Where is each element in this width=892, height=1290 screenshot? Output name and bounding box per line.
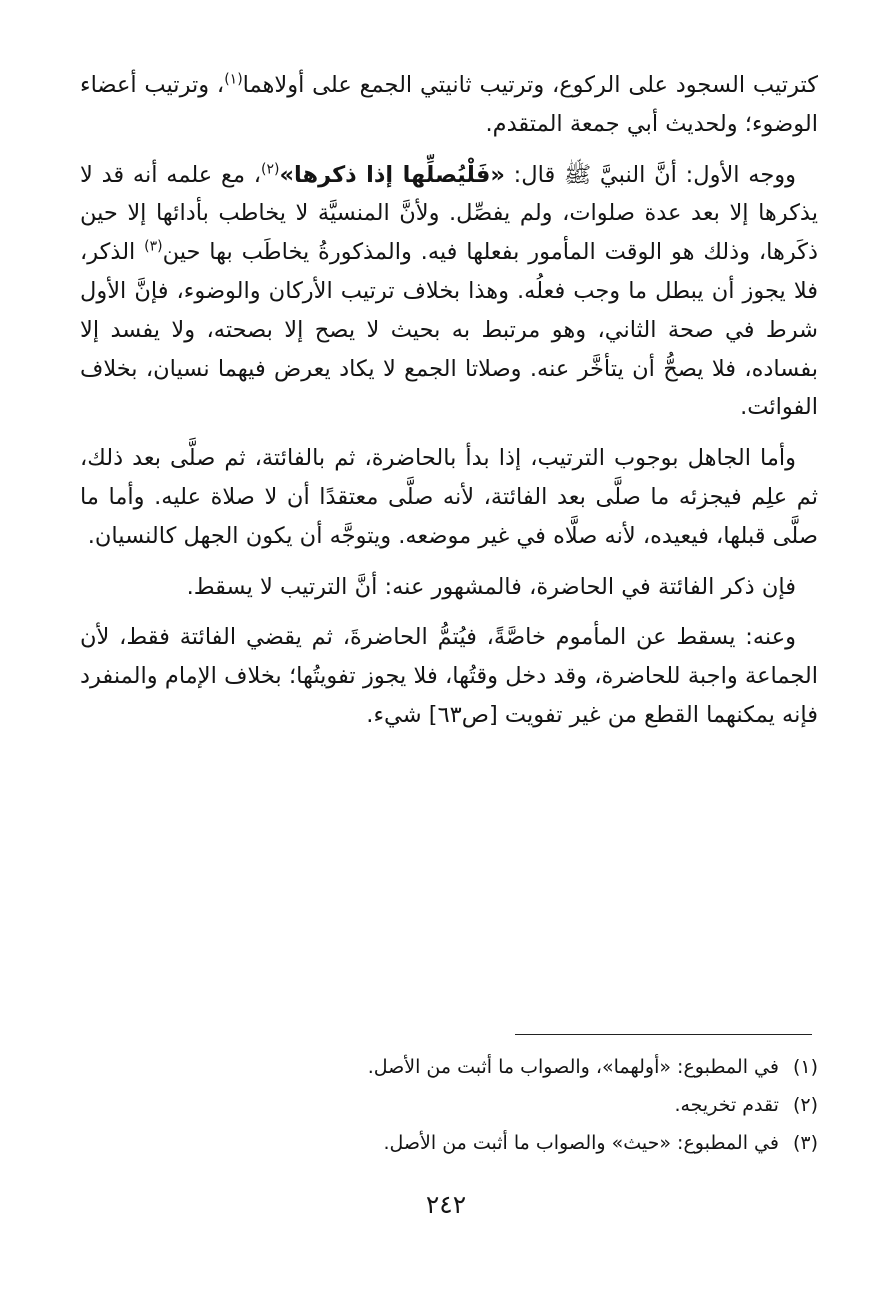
- footnote-2: [80, 1086, 818, 1124]
- footnote-1-number: (١): [792, 1056, 818, 1078]
- footnote-1: [80, 1048, 818, 1086]
- paragraph-2-start: ووجه الأول: أنَّ النبيَّ ﷺ قال:: [504, 161, 796, 188]
- page-number: ٢٤٢: [425, 1190, 467, 1219]
- paragraph-3: [80, 439, 818, 555]
- paragraph-2-end: الذكر، فلا يجوز أن يبطل ما وجب فعلُه. وهذا بخلاف ترتيب الأركان والوضوء، فإنَّ الأول شرط في صحة الثاني، وهو مرتبط به بحيث لا يصح إلا بصحته، ولا يفسد إلا بفساده، فلا يصحُّ أن يتأخَّر عنه. وصلاتا الجمع لا يكاد يعرض فيهما نسيان، بخلاف الفوائت.: [80, 239, 818, 421]
- footnote-ref-1: (١): [224, 71, 243, 88]
- footnote-2-text: تقدم تخريجه.: [674, 1094, 779, 1116]
- paragraph-4: [80, 568, 818, 607]
- footnote-3-text: في المطبوع: «حيث» والصواب ما أثبت من الأصل.: [383, 1132, 779, 1154]
- footnote-3-number: (٣): [792, 1132, 818, 1154]
- footnotes: [80, 1048, 818, 1162]
- paragraph-1-rest: ، وترتيب أعضاء الوضوء؛ ولحديث أبي جمعة المتقدم.: [80, 72, 818, 137]
- paragraph-5-text: وعنه: يسقط عن المأموم خاصَّةً، فيُتمُّ الحاضرةَ، ثم يقضي الفائتة فقط، لأن الجماعة واجبة للحاضرة، وقد دخل وقتُها، فلا يجوز تفويتُها؛ بخلاف الإمام والمنفرد فإنه يمكنهما القطع من غير تفويت [ص٦٣] شيء.: [80, 624, 818, 728]
- footnote-separator: [515, 1034, 812, 1035]
- paragraph-1-text: كترتيب السجود على الركوع، وترتيب ثانيتي الجمع على أولاهما: [242, 72, 818, 98]
- hadith-quote: «فَلْيُصلِّها إذا ذكرها»: [279, 161, 505, 188]
- footnote-2-number: (٢): [792, 1094, 818, 1116]
- main-text: [80, 66, 818, 747]
- footnote-3: [80, 1124, 818, 1162]
- paragraph-5: [80, 618, 818, 734]
- paragraph-2: [80, 156, 818, 428]
- footnote-ref-2: (٢): [261, 161, 280, 178]
- paragraph-4-text: فإن ذكر الفائتة في الحاضرة، فالمشهور عنه: أنَّ الترتيب لا يسقط.: [186, 573, 796, 600]
- footnote-1-text: في المطبوع: «أولهما»، والصواب ما أثبت من الأصل.: [367, 1056, 779, 1078]
- paragraph-2-mid: ، مع علمه أنه قد لا يذكرها إلا بعد عدة صلوات، ولم يفصِّل. ولأنَّ المنسيَّة لا يخاطب بأدائها إلا حين ذكَرها، وذلك هو الوقت المأمور بفعلها فيه. والمذكورةُ يخاطَب بها حين: [80, 161, 818, 266]
- paragraph-3-text: وأما الجاهل بوجوب الترتيب، إذا بدأ بالحاضرة، ثم بالفائتة، ثم صلَّى بعد ذلك، ثم علِم فيجزئه ما صلَّى بعد الفائتة، لأنه صلَّى معتقدًا أن لا صلاة عليه. وأما ما صلَّى قبلها، فيعيده، لأنه صلَّاه في غير موضعه. ويتوجَّه أن يكون الجهل كالنسيان.: [80, 445, 818, 549]
- footnote-ref-3: (٣): [144, 238, 163, 255]
- paragraph-1: [80, 66, 818, 144]
